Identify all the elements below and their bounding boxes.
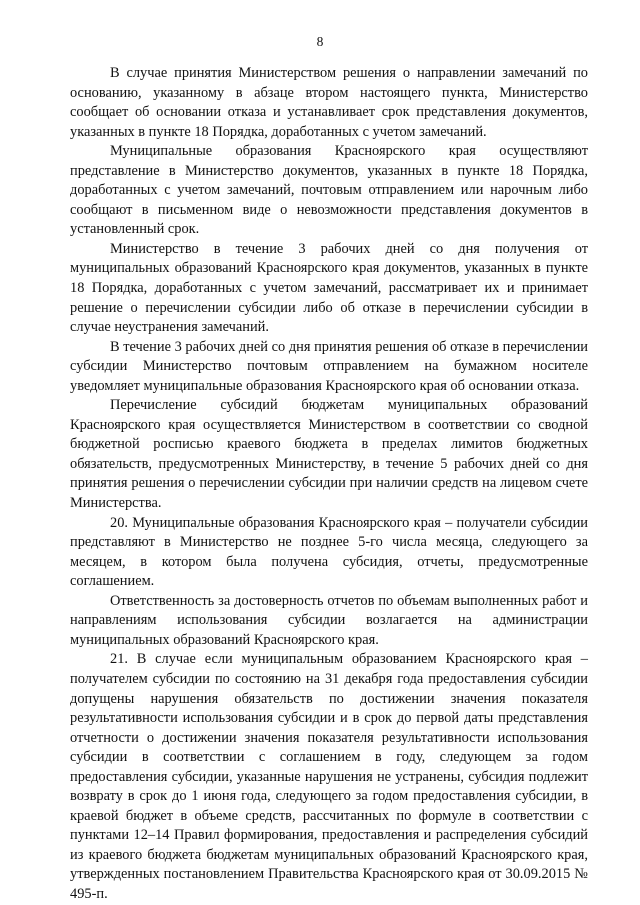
paragraph-resubmission: Муниципальные образования Красноярского края осуществляют представление в Министерство документов, указанных в пункте 18 Порядка, доработанных с учетом замечаний, почтовым отправлением или нарочным либо сообщают в письменном виде о невозможности представления документов в установленный срок. xyxy=(70,143,588,238)
paragraph-refusal-notice: В течение 3 рабочих дней со дня принятия решения об отказе в перечислении субсидии Министерство почтовым отправлением на бумажном носителе уведомляет муниципальные образования Красноярского края об основании отказа. xyxy=(70,338,588,394)
body-text xyxy=(70,64,588,905)
paragraph-remarks-notice: В случае принятия Министерством решения о направлении замечаний по основанию, указанному в абзаце втором настоящего пункта, Министерство сообщает об основании отказа и устанавливает срок представления документов, указанных в пункте 18 Порядка, доработанных с учетом замечаний. xyxy=(70,65,588,140)
paragraph-item-20-reports: 20. Муниципальные образования Красноярского края – получатели субсидии представляют в Министерство не позднее 5-го числа месяца, следующего за месяцем, в котором была получена субсидия, отчеты, предусмотренные соглашением. xyxy=(70,514,588,590)
paragraph-responsibility: Ответственность за достоверность отчетов по объемам выполненных работ и направлениям использования субсидии возлагается на администрации муниципальных образований Красноярского края. xyxy=(70,592,588,648)
page-number: 8 xyxy=(316,34,324,49)
paragraph-transfer-of-subsidies: Перечисление субсидий бюджетам муниципальных образований Красноярского края осуществляется Министерством в соответствии со сводной бюджетной росписью краевого бюджета в пределах лимитов бюджетных обязательств, предусмотренных Министерству, в течение 5 рабочих дней со дня принятия решения о перечислении субсидии при наличии средств на лицевом счете Министерства. xyxy=(70,397,588,512)
paragraph-ministry-review: Министерство в течение 3 рабочих дней со дня получения от муниципальных образований Красноярского края документов, указанных в пункте 18 Порядка, доработанных с учетом замечаний, рассматривает их и принимает решение о перечислении субсидии либо об отказе в перечислении субсидии в случае неустранения замечаний. xyxy=(70,240,588,336)
paragraph-item-21-refund: 21. В случае если муниципальным образованием Красноярского края – получателем субсидии по состоянию на 31 декабря года предоставления субсидии допущены нарушения обязательств по достижении значения показателя результативности использования субсидии и в срок до первой даты представления отчетности о достижении значения показателя результативности использования субсидии в соответствии с соглашением в году, следующем за годом предоставления субсидии, указанные нарушения не устранены, субсидия подлежит возврату в срок до 1 июня года, следующего за годом предоставления субсидии, в краевой бюджет в объеме средств, рассчитанных по формуле в соответствии с пунктами 12–14 Правил формирования, предоставления и распределения субсидий из краевого бюджета бюджетам муниципальных образований Красноярского края, утвержденных постановлением Правительства Красноярского края от 30.09.2015 № 495-п. xyxy=(70,651,588,902)
